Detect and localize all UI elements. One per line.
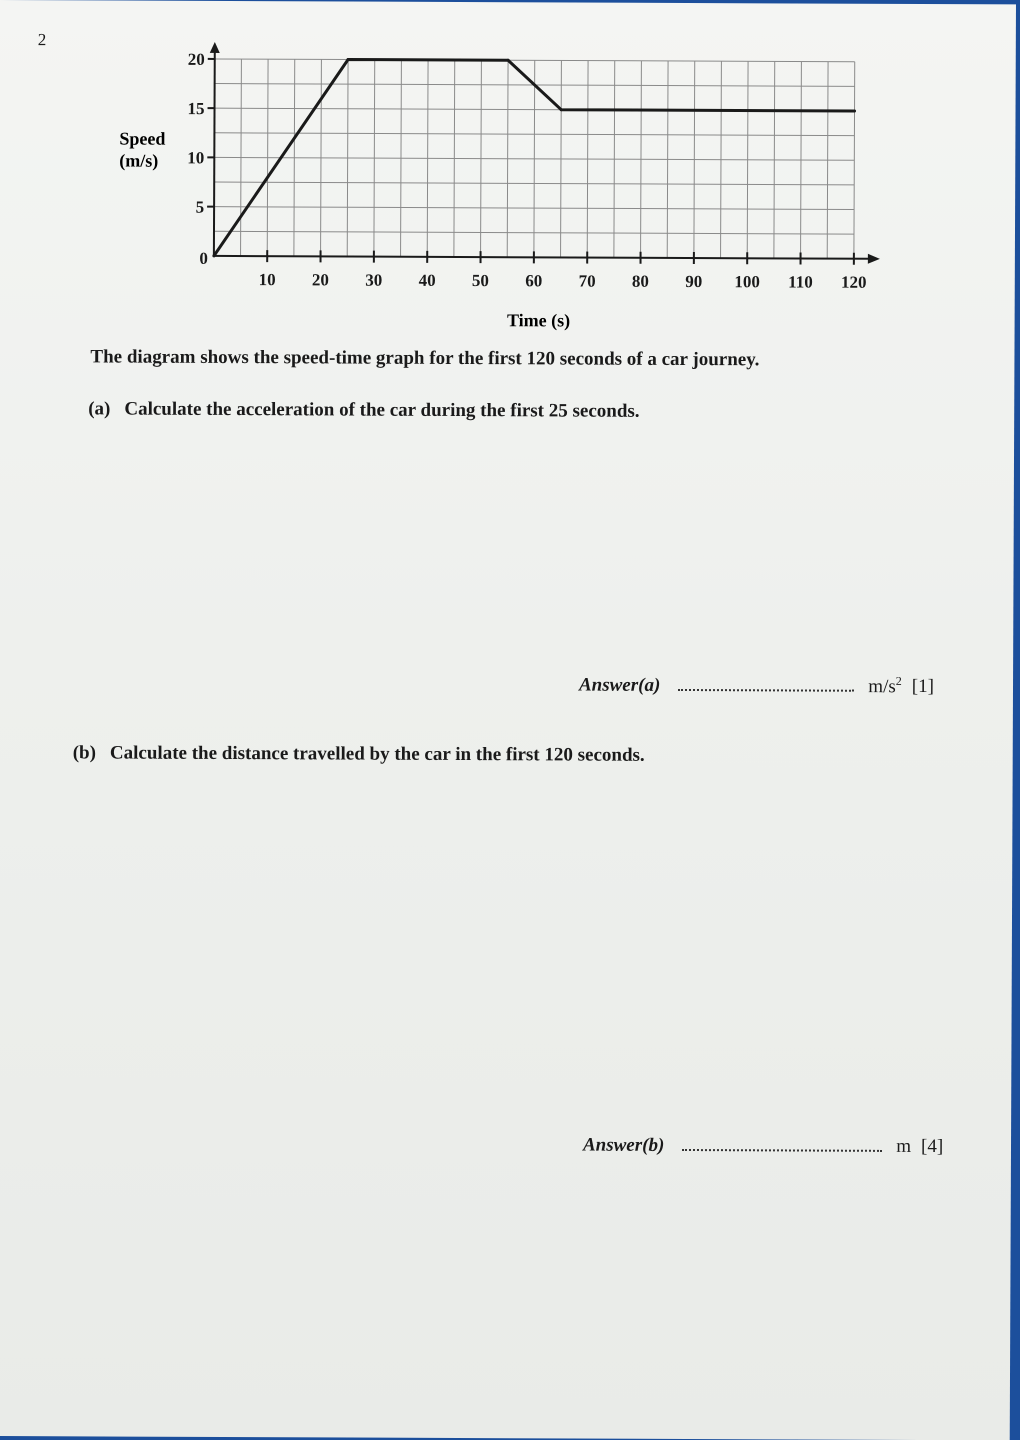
speed-point	[347, 58, 350, 61]
answer-b-label: Answer(b)	[583, 1135, 664, 1157]
answer-a-label: Answer(a)	[579, 675, 660, 697]
x-axis-label: Time (s)	[507, 310, 570, 331]
answer-a-field[interactable]	[678, 679, 854, 692]
y-axis	[214, 47, 215, 256]
answer-b-field[interactable]	[682, 1139, 882, 1152]
x-tick-label: 10	[259, 270, 276, 289]
x-axis	[214, 256, 872, 259]
y-axis-label-line1: Speed	[119, 129, 165, 149]
answer-a-marks: [1]	[912, 676, 934, 698]
graph-axes	[209, 42, 881, 264]
answer-b-unit: m	[896, 1136, 911, 1158]
speed-point	[853, 109, 856, 112]
part-a-label: (a)	[88, 398, 110, 420]
x-tick-label: 90	[685, 272, 702, 291]
x-tick-label: 60	[525, 271, 542, 290]
y-tick-label: 20	[188, 50, 205, 69]
speed-point	[212, 254, 215, 257]
y-axis-label-line2: (m/s)	[119, 151, 158, 172]
part-b-label: (b)	[73, 742, 96, 764]
question-number: 2	[38, 30, 47, 50]
y-tick-label: 15	[187, 99, 204, 118]
x-tick-label: 30	[365, 271, 382, 290]
x-tick-label: 110	[788, 272, 813, 291]
speed-time-graph	[99, 25, 900, 338]
x-tick-label: 20	[312, 270, 329, 289]
y-axis-arrowhead	[210, 42, 220, 53]
part-a-question: Calculate the acceleration of the car during the first 25 seconds.	[124, 399, 639, 423]
y-tick-label: 5	[196, 198, 205, 217]
x-tick-label: 100	[734, 272, 760, 291]
graph-grid	[214, 59, 855, 259]
x-tick-label: 70	[579, 272, 596, 291]
part-a	[88, 398, 639, 422]
x-tick-label: 80	[632, 272, 649, 291]
y-tick-label: 0	[199, 249, 208, 268]
speed-point	[507, 59, 510, 62]
part-b	[73, 742, 645, 766]
x-tick-label: 120	[841, 273, 867, 292]
speed-point	[560, 108, 563, 111]
answer-b-line	[583, 1135, 943, 1159]
x-tick-label: 40	[419, 271, 436, 290]
answer-a-line	[579, 673, 934, 699]
x-axis-arrowhead	[868, 254, 880, 264]
answer-b-marks: [4]	[921, 1136, 943, 1158]
y-tick-label: 10	[187, 148, 204, 167]
answer-a-unit: $m/s^2$	[868, 674, 902, 698]
part-b-question: Calculate the distance travelled by the car in the first 120 seconds.	[110, 742, 645, 766]
question-intro: The diagram shows the speed-time graph for the first 120 seconds of a car journey.	[90, 346, 759, 371]
x-tick-label: 50	[472, 271, 489, 290]
